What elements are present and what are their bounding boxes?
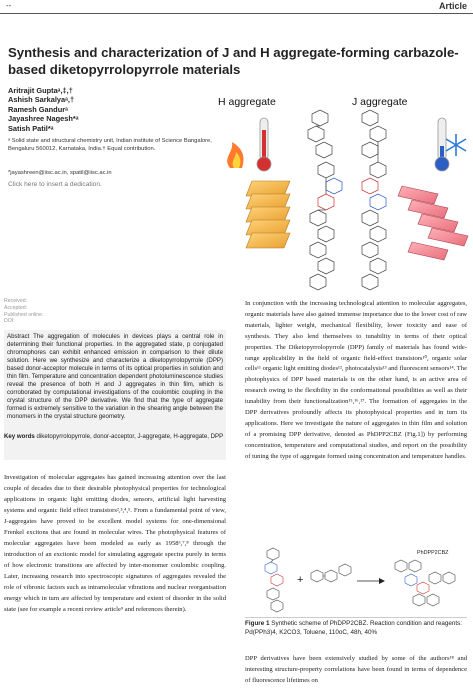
- h-aggregate-stack: [246, 181, 290, 248]
- author-name: Ramesh Gandurᵃ: [8, 104, 68, 114]
- arrow-head-icon: [379, 578, 385, 584]
- caption-label: Figure 1: [245, 620, 270, 627]
- thermometer-icon-cold: [435, 118, 449, 171]
- accepted-date: Accepted:: [4, 304, 28, 311]
- molecule-structure-right: [362, 110, 386, 290]
- synthetic-scheme-diagram: [245, 545, 467, 615]
- abstract-text: Abstract The aggregation of molecules in devices plays a central role in determining their functional properties. In the aggregated state, p conjugated chromophores can exhibit enhanced emission in comparison to their dilute solution. Here we synthesize and characterize a diketopyrrolopyrrole (DPP) based donor-acceptor molecule in terms of its optical properties in solution and thin film. Temperature and concentration dependent photoluminescence studies reveal the presence of both H and J aggregates in thin film, which is corroborated by computational investigations of the coulombic coupling in the crystal structure of the DPP derivative. We find that the type of aggregate formed is extremely sensitive to the variation in the shearing angle between the monomers in the crystal structure geometry.: [7, 333, 223, 421]
- caption-text: Synthetic scheme of PhDPP2CBZ. Reaction condition and reagents: Pd(PPh3)4, K2CO3, Toluene, 110oC, 48h, 40%: [245, 620, 463, 637]
- header-mark: --: [6, 1, 12, 10]
- author-name: Satish Patil*ᵃ: [8, 123, 54, 133]
- published-date: Published online:: [4, 311, 44, 318]
- thermometer-icon-hot: [257, 118, 271, 171]
- plus-sign: +: [297, 574, 304, 586]
- product-structure: [395, 560, 455, 606]
- toc-illustration: [212, 86, 470, 301]
- author-name: Ashish Sarkalyaᵃ,†: [8, 95, 75, 105]
- reactant-carbazole: [311, 564, 351, 582]
- figure-caption: [245, 617, 467, 637]
- toc-graphic: [212, 86, 470, 301]
- author-name: Jayashree Nagesh*ᵃ: [8, 114, 79, 124]
- body-text-right-continued: DPP derivatives have been extensively studied by some of the authors¹⁸ and interesting structure-property correlations have been found in terms of dependence of fluorescence lifetimes on: [245, 655, 467, 684]
- received-date: Received:: [4, 298, 28, 304]
- h-aggregate-label: H aggregate: [218, 96, 276, 108]
- corresponding-email: *jayashreen@iisc.ac.in, spatil@iisc.ac.in: [8, 170, 112, 176]
- keywords: [4, 433, 226, 441]
- dedication-placeholder[interactable]: Click here to insert a dedication.: [8, 181, 102, 188]
- product-label: PhDPP2CBZ: [417, 550, 449, 556]
- keywords-label: Key words: [4, 433, 35, 440]
- publication-dates: [4, 298, 224, 325]
- affiliation: ᵃ Solid state and structural chemistry unit, Indian institute of Science Bangalore, Bengaluru 560012, Karnataka, India.† Equal contribution.: [8, 138, 212, 152]
- page-header: [0, 0, 473, 14]
- author-list: [8, 86, 208, 133]
- body-text-left: Investigation of molecular aggregates has gained increasing attention over the last couple of decades due to their desirable photophysical properties for technological applications in organic light emitting diodes, sensors, artificial light harvesting systems and organic field effect transistors²,³,⁴,⁵. From a fundamental point of view, J-aggregates have proved to be excellent model systems for one-dimensional Frenkel excitons that are found in molecular wires. The photophysical features of molecular aggregates have been modeled as early as 1958⁶,⁷,⁸ through the introduction of an excitonic model for simulating aggregate spectra purely in terms of how electronic transitions are affected by inter-monomer coulombic coupling. Later, increasing research into spectroscopic signatures of aggregates revealed the role of vibronic factors such as intramolecular vibrations and nuclear reorganisation energy which in turn are affected by temperature and extent of disorder in the solid state (see for example a recent review article⁹ and references therein).: [4, 474, 226, 613]
- j-aggregate-stack: [398, 186, 468, 260]
- molecule-structure-left: [308, 110, 342, 290]
- figure-1-scheme: [245, 545, 467, 615]
- author-name: Aritrajit Guptaᵃ,‡,†: [8, 86, 73, 95]
- paper-title: Synthesis and characterization of J and H aggregate-forming carbazole-based diketopyrrolopyrrole materials: [8, 45, 459, 77]
- reactant-dpp: [265, 548, 283, 612]
- snowflake-icon: [446, 134, 466, 156]
- keywords-list: diketopyrrolopyrrole, donor-acceptor, J-aggregate, H-aggregate, DPP: [36, 433, 224, 440]
- section-label: Article: [438, 1, 467, 11]
- j-aggregate-label: J aggregate: [352, 96, 408, 108]
- fire-icon: [227, 142, 243, 168]
- doi: DOI:: [4, 318, 15, 325]
- body-text-right: In conjunction with the increasing technological attention to molecular aggregates, organic materials have also gained immense importance due to the lower cost of raw materials, lighter weight, mechanical flexibility, lower toxicity and ease of synthesis. They also lend themselves to tunability in terms of their optical properties. The Diketopyrrolopyrrole (DPP) family of materials has found wide-range applicability in the field of organic field-effect transistors¹⁰, organic solar cells¹¹ organic light emitting diodes¹², photocatalysis¹³ and fluorescent sensors¹⁴. The photophysics of DPP based materials is on the other hand, is an active area of research owing to the flexibility in the conformational possibilities as well as their tunability from their functionalization¹⁵,¹⁶,¹⁷. The formation of aggregates in the DPP derivatives profoundly affects its photophysical properties and in turn its applications. Here we investigate the nature of aggregates in thin film and solution of a promising DPP derivative, denoted as PhDPP2CBZ (Fig.1]) by performing concentration, temperature and computational studies, and report on the possibility of tuning the type of aggregate formed using concentration and temperature handles.: [245, 300, 467, 460]
